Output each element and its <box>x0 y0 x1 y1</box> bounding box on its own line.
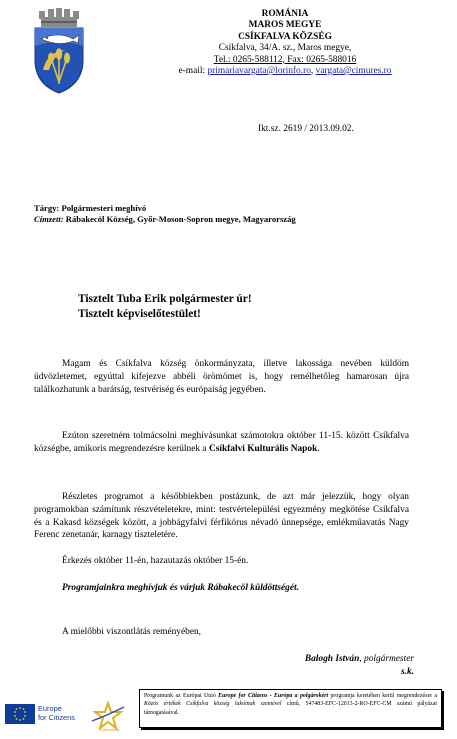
salutation <box>78 292 252 322</box>
coat-of-arms-icon <box>33 8 85 94</box>
invitation-end: . <box>317 443 320 454</box>
email-separator: , <box>310 66 316 77</box>
salutation-line-2: Tisztelt képviselőtestület! <box>78 308 201 320</box>
paragraph-dates: Érkezés október 11-én, hazautazás október 15-én. <box>62 556 249 566</box>
europe-for-citizens-logo <box>38 704 75 722</box>
subject-block <box>34 203 296 224</box>
email-label: e-mail: <box>178 66 208 77</box>
eu-logo-line-2: for Citizens <box>38 713 75 722</box>
addressee-label: Címzett: <box>34 213 64 224</box>
eu-logo-line-1: Europe <box>38 704 62 713</box>
addressee-line <box>34 214 296 225</box>
paragraph-closing: A mielőbbi viszontlátás reményében, <box>62 627 202 637</box>
phone-text: Tel.: 0265-588112, Fax: 0265-588016 <box>213 54 357 65</box>
subject-line <box>34 203 296 214</box>
invitation-text: Ezúton szeretném tolmácsolni meghívásunkat számotokra október 11-15. között Csíkfalva községbe, amikoris megrendezésre kerülnek a <box>34 431 409 454</box>
paragraph-welcome: Programjainkra meghívjuk és várjuk Rábakecöl küldöttségét. <box>62 583 299 593</box>
subject-label: Tárgy: <box>34 203 60 213</box>
email-link-primary[interactable]: primariavargata@lorinfo.ro <box>207 66 311 77</box>
funding-notice <box>139 689 442 728</box>
email-line <box>150 66 420 77</box>
funding-text-2: programja keretében kerül megrendezésre a <box>328 693 437 699</box>
municipality-name: CSÍKFALVA KÖZSÉG <box>238 31 332 42</box>
county-name: MAROS MEGYE <box>248 20 322 31</box>
phone-line <box>150 55 420 66</box>
signed-mark: s.k. <box>400 666 414 677</box>
registration-number: Ikt.sz. 2619 / 2013.09.02. <box>258 124 354 134</box>
salutation-line-1: Tisztelt Tuba Erik polgármester úr! <box>78 293 252 305</box>
signature-block <box>305 653 414 679</box>
address-line: Csíkfalva, 34/A. sz., Maros megye, <box>218 43 352 54</box>
program-name: Europe for Citizens - Európa a polgárokért <box>218 693 329 699</box>
letterhead <box>150 9 420 77</box>
funding-text-1: Programunk az Európai Unió <box>144 693 219 699</box>
paragraph-greeting: Magam és Csíkfalva község önkormányzata, illetve lakossága nevében küldöm üdvözletemet, egyúttal kifejezve abbéli örömömet is, hogy remélhetőleg hamarosan újra találkozhatunk a barátság, testvériség és európaiság jegyében. <box>34 359 409 395</box>
eu-flag-icon <box>5 704 35 724</box>
email-link-secondary[interactable]: vargata@cimures.ro <box>315 66 392 77</box>
funding-text-3: címû, 547483-EFC-12013-2-RO-EFC-CM számú pályázat támogatásával. <box>144 701 437 716</box>
subject-text: Polgármesteri meghívó <box>59 203 147 213</box>
signature-line <box>305 653 414 666</box>
addressee-text: Rábakecöl Község, Győr-Moson-Sopron megye, Magyarország <box>63 213 296 224</box>
signatory-title: , polgármester <box>359 654 414 664</box>
citizenship-label: Citizenship <box>100 727 120 732</box>
event-name: Csíkfalvi Kulturális Napok <box>208 443 318 454</box>
signatory-name: Balogh István <box>304 654 360 664</box>
project-title: Közös értékek Csíkfalva község lakóinak szemével <box>144 701 282 708</box>
country-name: ROMÁNIA <box>261 9 309 19</box>
paragraph-program: Részletes programot a későbbiekben postázunk, de azt már jelezzük, hogy olyan programokban számítunk részvételetekre, mint: testvértelepülési egyezmény megkötése Csíkfalva és a Kakasd községek között, a jobbágyfalvi férfikórus névadó ünnepsége, emlékműavatás Nagy Ferenc zenetanár, karnagy tiszteletére. <box>34 492 409 541</box>
paragraph-invitation <box>34 430 409 456</box>
